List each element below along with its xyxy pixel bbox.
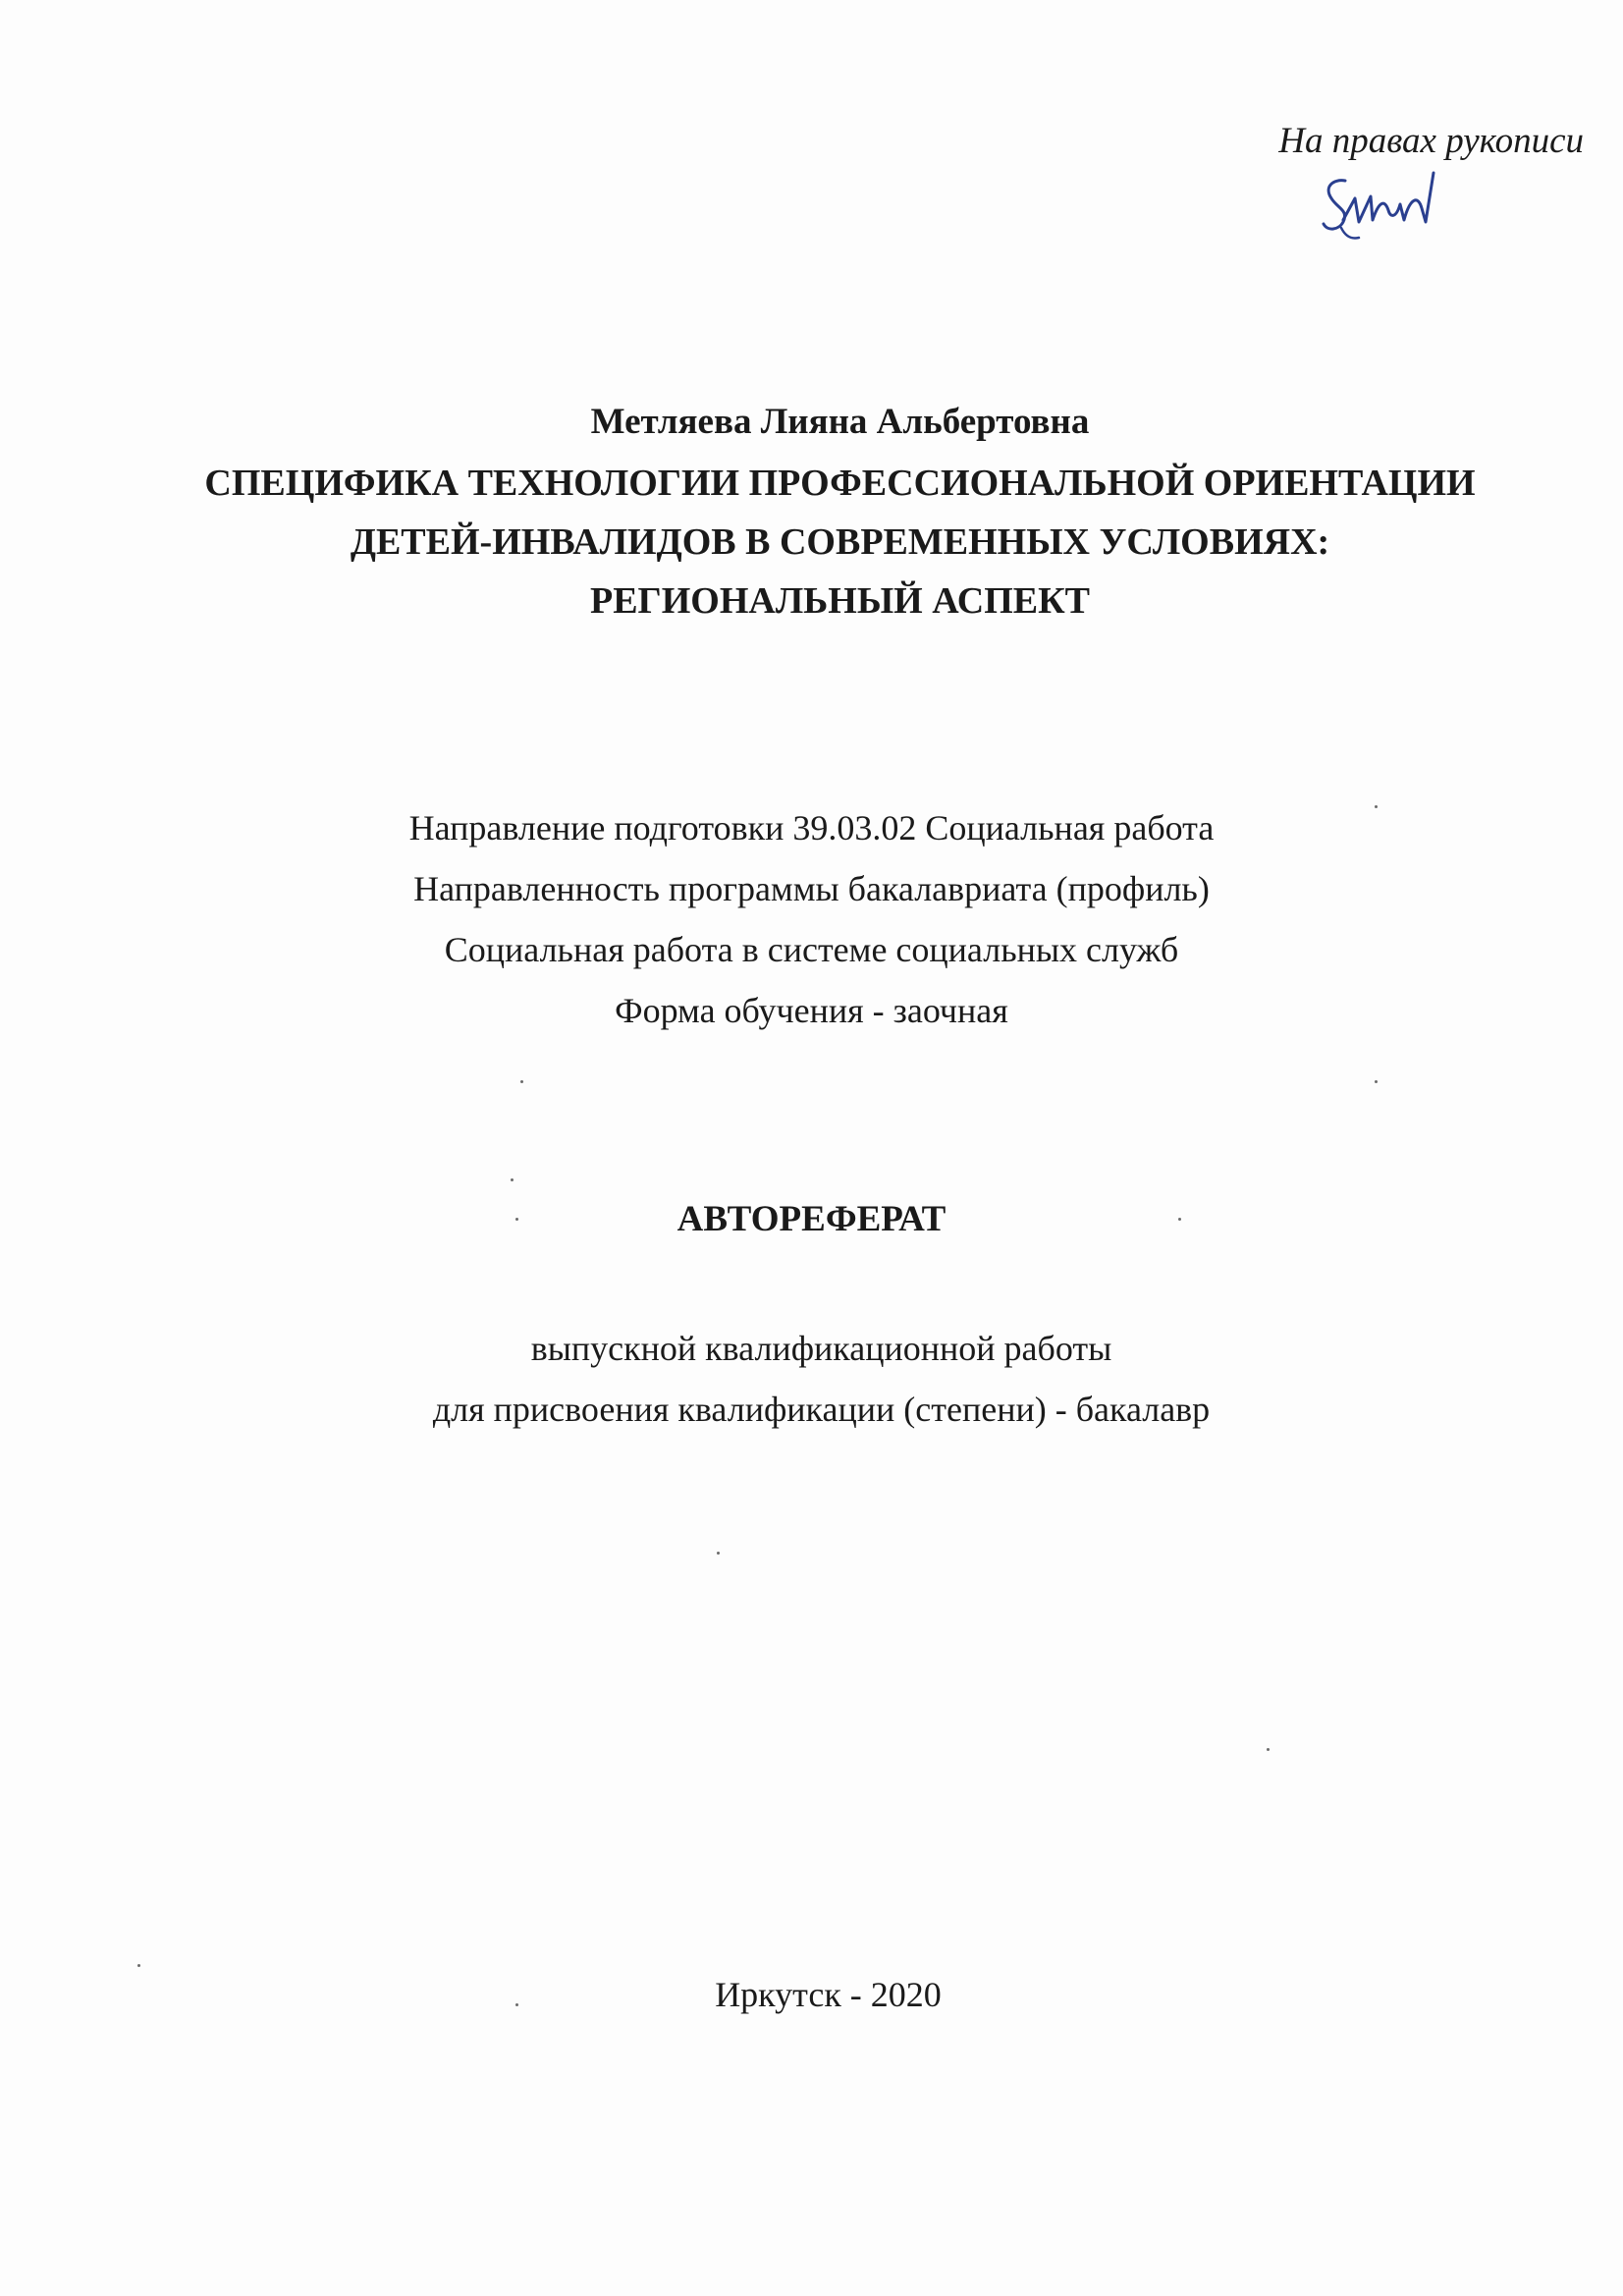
title-line: ДЕТЕЙ-ИНВАЛИДОВ В СОВРЕМЕННЫХ УСЛОВИЯХ:	[350, 521, 1330, 563]
document-type-heading: АВТОРЕФЕРАТ	[676, 1199, 947, 1239]
rights-note: На правах рукописи	[1278, 121, 1584, 161]
program-line: Направленность программы бакалавриата (профиль)	[413, 869, 1210, 908]
scan-speck	[1267, 1748, 1270, 1751]
purpose-line: выпускной квалификационной работы	[530, 1329, 1112, 1368]
place-year: Иркутск - 2020	[715, 1975, 942, 2014]
scan-speck	[515, 2003, 518, 2006]
scan-speck	[1375, 1080, 1378, 1083]
scan-speck	[1178, 1218, 1181, 1221]
program-line: Направление подготовки 39.03.02 Социальная работа	[408, 808, 1215, 847]
program-line: Социальная работа в системе социальных служб	[444, 930, 1179, 969]
title-line: РЕГИОНАЛЬНЫЙ АСПЕКТ	[589, 580, 1090, 622]
program-info	[0, 797, 1623, 1041]
thesis-title	[0, 454, 1623, 630]
scan-speck	[515, 1218, 518, 1221]
purpose-line: для присвоения квалификации (степени) - бакалавр	[432, 1390, 1211, 1429]
scan-speck	[1375, 805, 1378, 808]
scan-speck	[511, 1178, 514, 1181]
author-name: Метляева Лияна Альбертовна	[590, 402, 1090, 442]
scan-speck	[137, 1964, 140, 1967]
program-line: Форма обучения - заочная	[615, 991, 1008, 1030]
scan-speck	[717, 1552, 720, 1555]
purpose-info	[0, 1318, 1623, 1440]
signature-icon	[1316, 159, 1453, 247]
scan-speck	[520, 1080, 523, 1083]
title-line: СПЕЦИФИКА ТЕХНОЛОГИИ ПРОФЕССИОНАЛЬНОЙ ОРИЕНТАЦИИ	[204, 463, 1476, 504]
